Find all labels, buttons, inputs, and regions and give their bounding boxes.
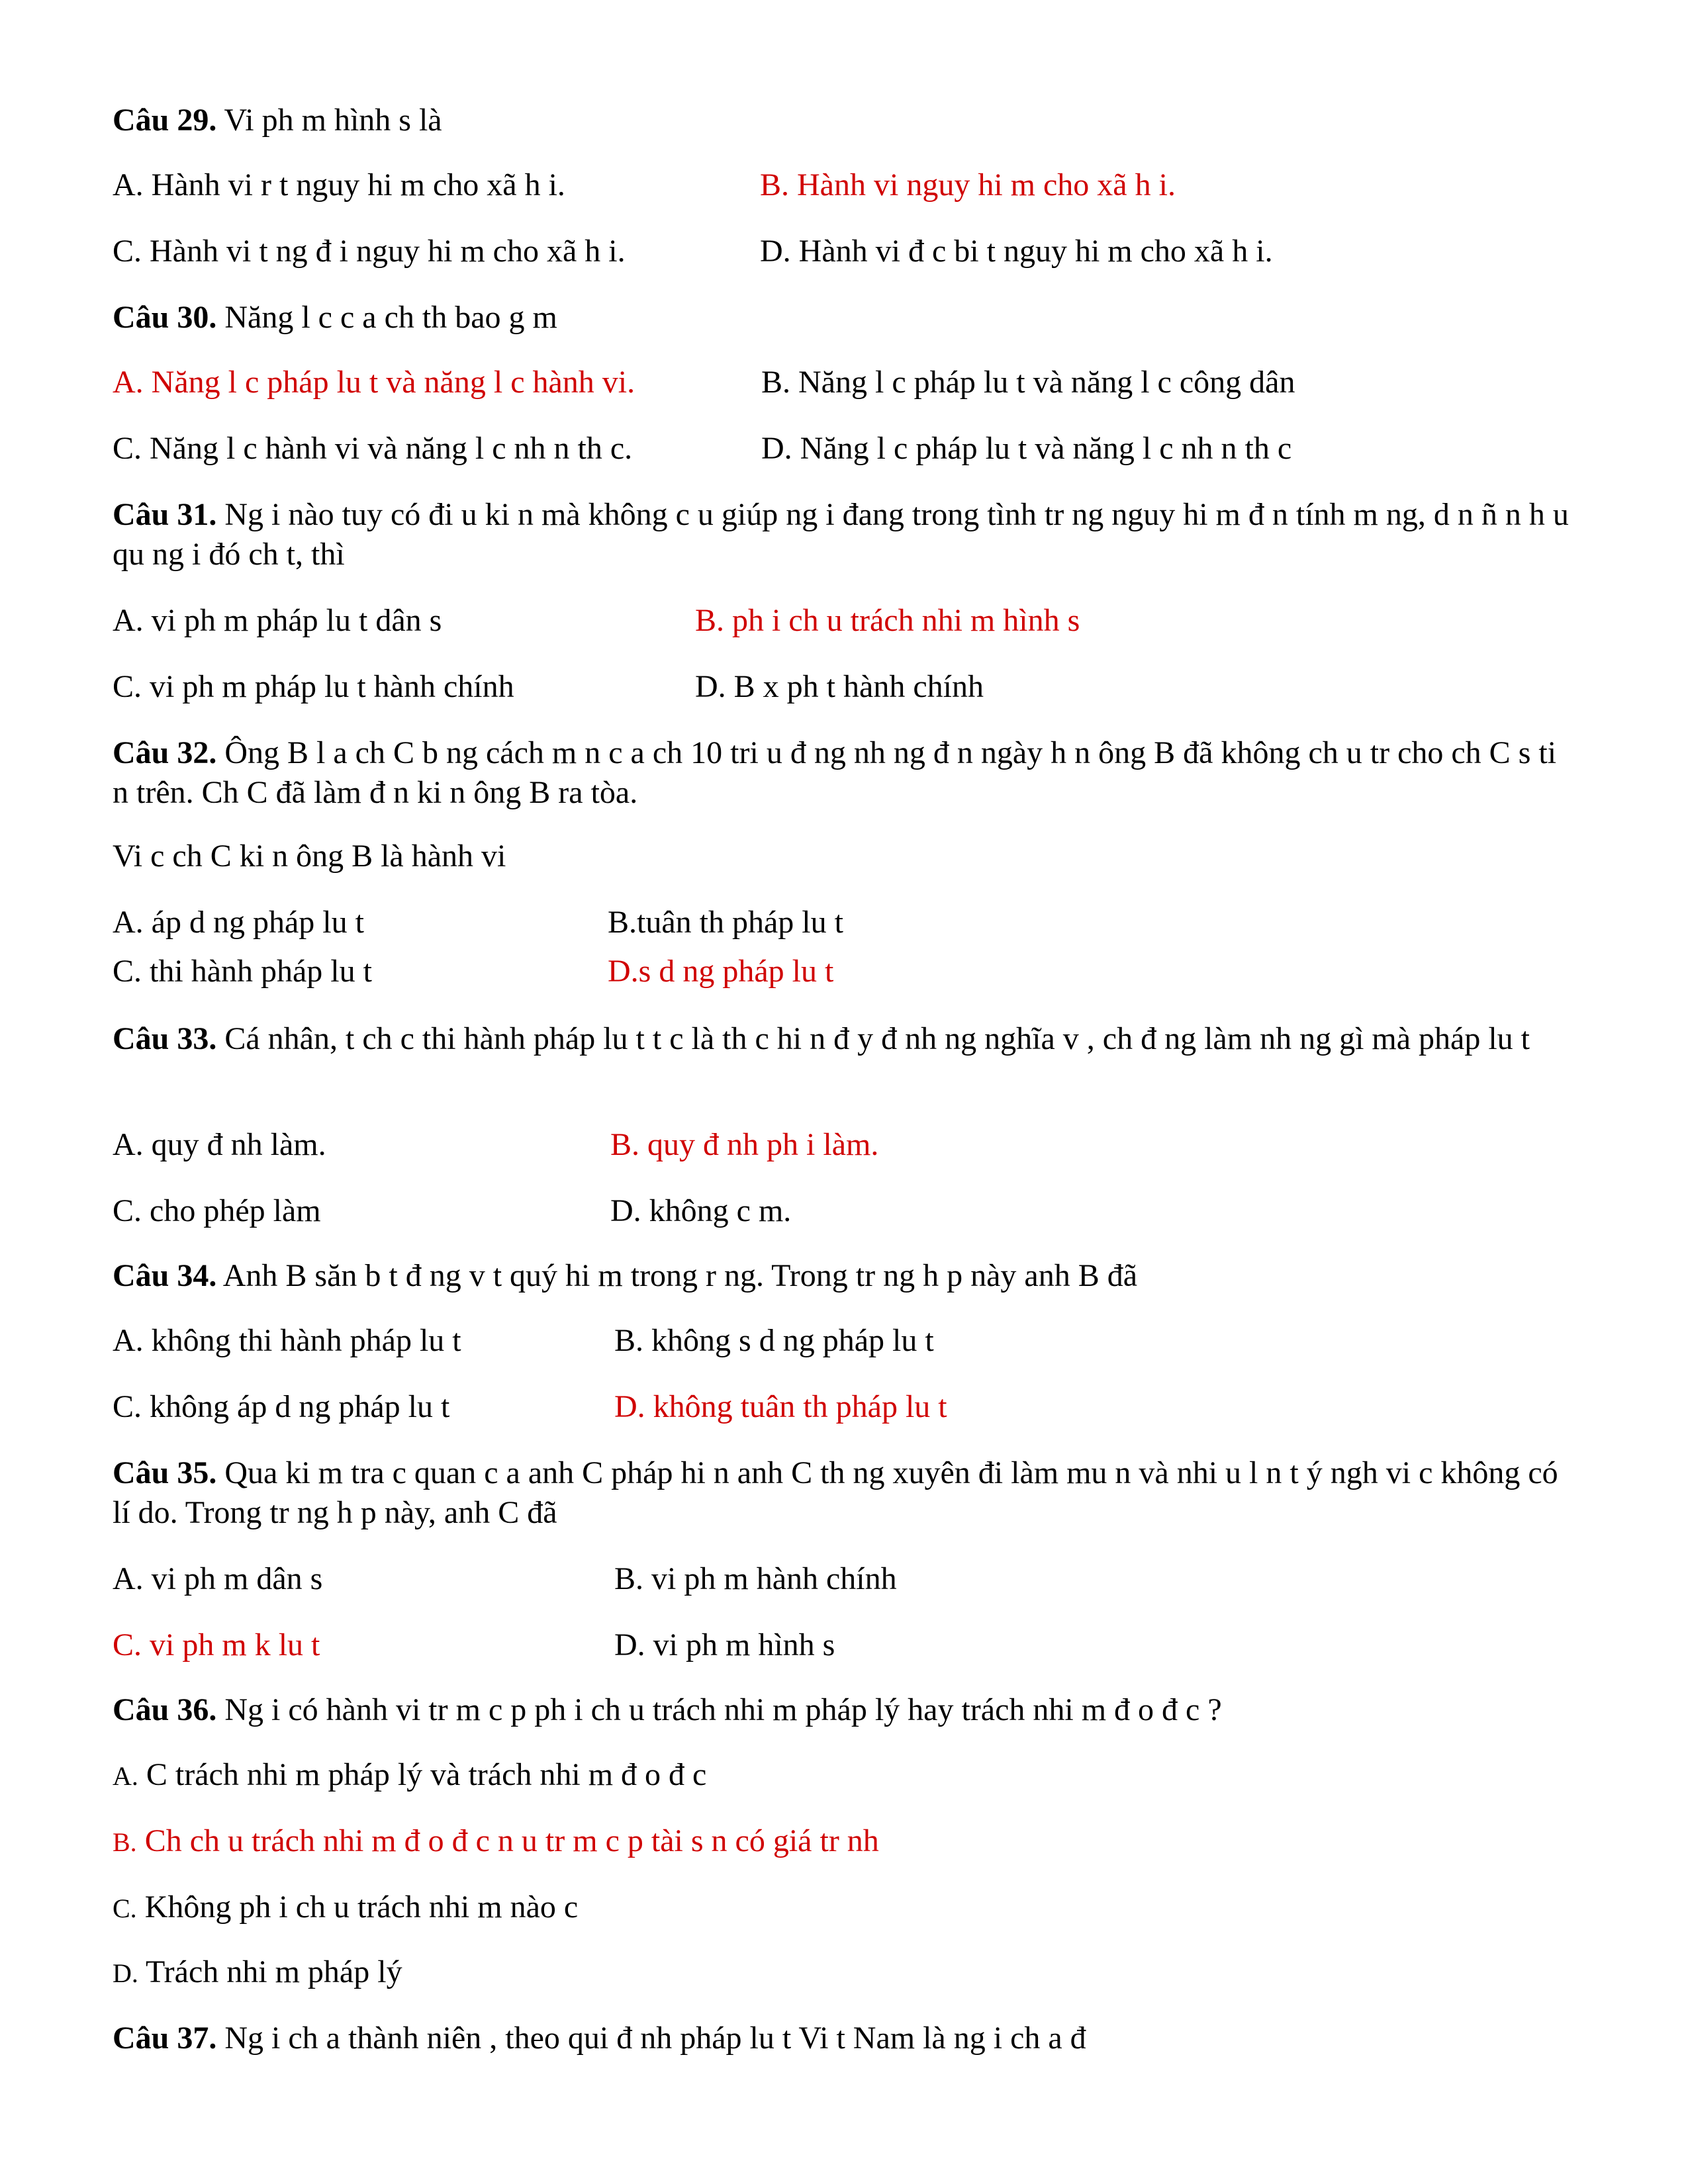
question-36 — [113, 1690, 1222, 1730]
question-text: Qua ki m tra c quan c a anh C pháp hi n anh C th ng xuyên đi làm mu n và nhi u l n t ý ngh vi c không có lí do. Trong tr ng h p này, anh C đã — [113, 1455, 1558, 1530]
question-number: Câu 36. — [113, 1692, 217, 1727]
option-c: C. Hành vi t ng đ i nguy hi m cho xã h i. — [113, 234, 626, 269]
option-c: C. thi hành pháp lu t — [113, 954, 372, 989]
option-text: Ch ch u trách nhi m đ o đ c n u tr m c p tài s n có giá tr nh — [144, 1823, 879, 1858]
option-d-answer: D. không tuân th pháp lu t — [614, 1389, 947, 1424]
option-a-answer: A. Năng l c pháp lu t và năng l c hành vi. — [113, 365, 635, 400]
option-text: Không ph i ch u trách nhi m nào c — [144, 1889, 579, 1925]
option-letter: B. — [113, 1827, 137, 1857]
question-number: Câu 29. — [113, 103, 217, 138]
question-text: Ông B l a ch C b ng cách m n c a ch 10 tri u đ ng nh ng đ n ngày h n ông B đã không ch u tr cho ch C s ti n trên. Ch C đã làm đ n ki n ông B ra tòa. — [113, 735, 1557, 810]
question-29 — [113, 101, 442, 140]
option-a — [113, 1755, 706, 1796]
question-number: Câu 31. — [113, 497, 217, 532]
question-text: Ng i có hành vi tr m c p ph i ch u trách nhi m pháp lý hay trách nhi m đ o đ c ? — [224, 1692, 1222, 1727]
option-b-answer: B. ph i ch u trách nhi m hình s — [695, 603, 1080, 638]
option-b: B. Năng l c pháp lu t và năng l c công dân — [761, 365, 1295, 400]
question-number: Câu 34. — [113, 1258, 217, 1293]
question-34 — [113, 1256, 1137, 1296]
question-number: Câu 33. — [113, 1021, 217, 1056]
option-d-answer: D.s d ng pháp lu t — [608, 954, 834, 989]
question-text: Năng l c c a ch th bao g m — [224, 300, 557, 335]
option-c: C. không áp d ng pháp lu t — [113, 1389, 450, 1424]
question-31 — [113, 495, 1569, 574]
option-d: D. không c m. — [610, 1193, 792, 1228]
question-32 — [113, 733, 1569, 813]
option-c: C. cho phép làm — [113, 1193, 321, 1228]
option-b-answer: B. quy đ nh ph i làm. — [610, 1127, 879, 1162]
option-d: D. Năng l c pháp lu t và năng l c nh n th c — [761, 431, 1292, 466]
question-number: Câu 35. — [113, 1455, 217, 1490]
option-d — [113, 1952, 402, 1993]
option-letter: C. — [113, 1893, 137, 1923]
question-text: Vi ph m hình s là — [224, 103, 442, 138]
question-33 — [113, 1019, 1569, 1059]
option-a: A. vi ph m pháp lu t dân s — [113, 603, 442, 638]
option-b: B. không s d ng pháp lu t — [614, 1323, 934, 1358]
question-30 — [113, 298, 557, 338]
question-number: Câu 30. — [113, 300, 217, 335]
question-35 — [113, 1453, 1569, 1533]
question-text: Cá nhân, t ch c thi hành pháp lu t t c là th c hi n đ y đ nh ng nghĩa v , ch đ ng làm nh ng gì mà pháp lu t — [224, 1021, 1530, 1056]
option-d: D. Hành vi đ c bi t nguy hi m cho xã h i. — [760, 234, 1273, 269]
option-c: C. vi ph m pháp lu t hành chính — [113, 669, 514, 704]
option-text: C trách nhi m pháp lý và trách nhi m đ o đ c — [146, 1757, 707, 1792]
option-a: A. không thi hành pháp lu t — [113, 1323, 461, 1358]
question-subtext: Vi c ch C ki n ông B là hành vi — [113, 839, 506, 874]
option-b-answer: B. Hành vi nguy hi m cho xã h i. — [760, 167, 1176, 203]
option-letter: D. — [113, 1958, 138, 1988]
option-c: C. Năng l c hành vi và năng l c nh n th c. — [113, 431, 633, 466]
option-a: A. áp d ng pháp lu t — [113, 905, 364, 940]
question-text: Ng i nào tuy có đi u ki n mà không c u giúp ng i đang trong tình tr ng nguy hi m đ n tính m ng, d n ñ n h u qu ng i đó ch t, thì — [113, 497, 1569, 572]
option-a: A. vi ph m dân s — [113, 1561, 323, 1596]
option-d: D. B x ph t hành chính — [695, 669, 984, 704]
option-text: Trách nhi m pháp lý — [146, 1954, 402, 1989]
option-b: B. vi ph m hành chính — [614, 1561, 897, 1596]
option-d: D. vi ph m hình s — [614, 1627, 835, 1662]
question-37 — [113, 2019, 1086, 2058]
question-text: Ng i ch a thành niên , theo qui đ nh pháp lu t Vi t Nam là ng i ch a đ — [224, 2021, 1086, 2056]
question-number: Câu 32. — [113, 735, 217, 770]
option-c-answer: C. vi ph m k lu t — [113, 1627, 320, 1662]
option-c — [113, 1888, 578, 1929]
option-b: B.tuân th pháp lu t — [608, 905, 843, 940]
option-letter: A. — [113, 1761, 138, 1791]
option-a: A. Hành vi r t nguy hi m cho xã h i. — [113, 167, 565, 203]
question-text: Anh B săn b t đ ng v t quý hi m trong r ng. Trong tr ng h p này anh B đã — [222, 1258, 1138, 1293]
option-b-answer — [113, 1821, 879, 1862]
option-a: A. quy đ nh làm. — [113, 1127, 326, 1162]
question-number: Câu 37. — [113, 2021, 217, 2056]
